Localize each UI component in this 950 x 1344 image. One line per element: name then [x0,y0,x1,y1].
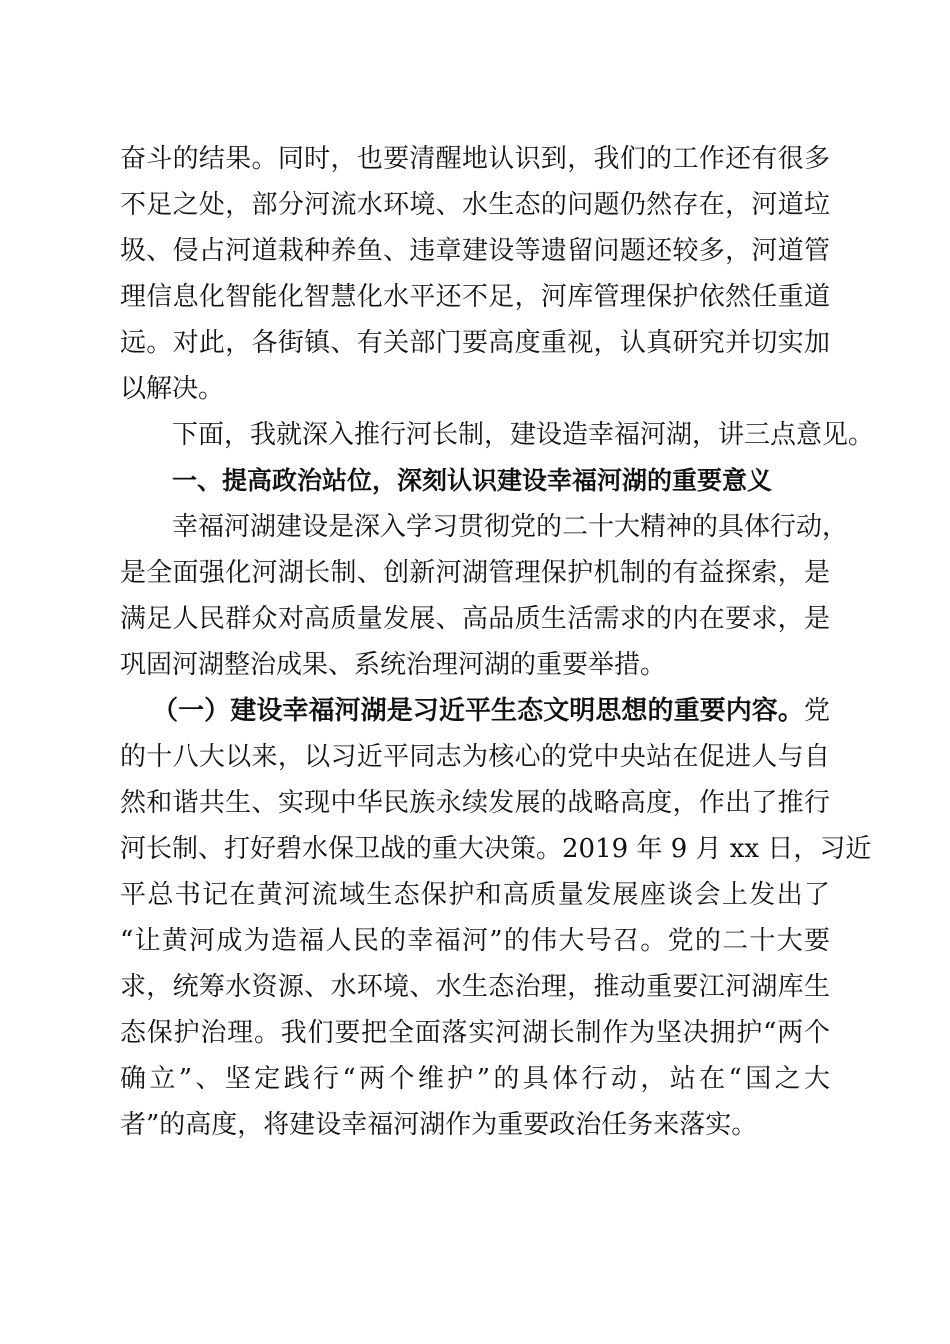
body-line: 理信息化智能化智慧化水平还不足，河库管理保护依然任重道 [120,282,830,312]
body-line: 平总书记在黄河流域生态保护和高质量发展座谈会上发出了 [120,880,830,910]
body-line: “让黄河成为造福人民的幸福河”的伟大号召。党的二十大要 [120,926,830,956]
body-line: 求，统筹水资源、水环境、水生态治理，推动重要江河湖库生 [120,972,830,1002]
body-line: 圾、侵占河道栽种养鱼、违章建设等遗留问题还较多，河道管 [120,236,830,266]
body-line: 确立”、坚定践行“两个维护”的具体行动，站在“国之大 [120,1064,830,1094]
body-line: 态保护治理。我们要把全面落实河湖长制作为坚决拥护“两个 [120,1018,830,1048]
subheading-tail-text: 党 [803,696,830,726]
subheading-line [152,689,830,733]
body-line: 幸福河湖建设是深入学习贯彻党的二十大精神的具体行动， [172,512,849,542]
body-line: 巩固河湖整治成果、系统治理河湖的重要举措。 [120,650,667,680]
body-line: 河长制、打好碧水保卫战的重大决策。2019 年 9 月 xx 日，习近 [120,834,872,864]
body-line: 者”的高度，将建设幸福河湖作为重要政治任务来落实。 [120,1110,758,1140]
section-heading: 一、提高政治站位，深刻认识建设幸福河湖的重要意义 [172,466,773,495]
body-line: 以解决。 [120,374,225,404]
body-line: 不足之处，部分河流水环境、水生态的问题仍然存在，河道垃 [120,190,830,220]
body-line: 远。对此，各街镇、有关部门要高度重视，认真研究并切实加 [120,328,830,358]
body-line: 然和谐共生、实现中华民族永续发展的战略高度，作出了推行 [120,788,830,818]
intro-paragraph-line: 下面，我就深入推行河长制，建设造幸福河湖，讲三点意见。 [172,420,875,450]
body-line: 是全面强化河湖长制、创新河湖管理保护机制的有益探索，是 [120,558,830,588]
body-line: 满足人民群众对高质量发展、高品质生活需求的内在要求，是 [120,604,830,634]
body-line: 奋斗的结果。同时，也要清醒地认识到，我们的工作还有很多 [120,144,830,174]
subheading-bold-text: （一）建设幸福河湖是习近平生态文明思想的重要内容。 [152,696,804,726]
body-line: 的十八大以来，以习近平同志为核心的党中央站在促进人与自 [120,742,830,772]
